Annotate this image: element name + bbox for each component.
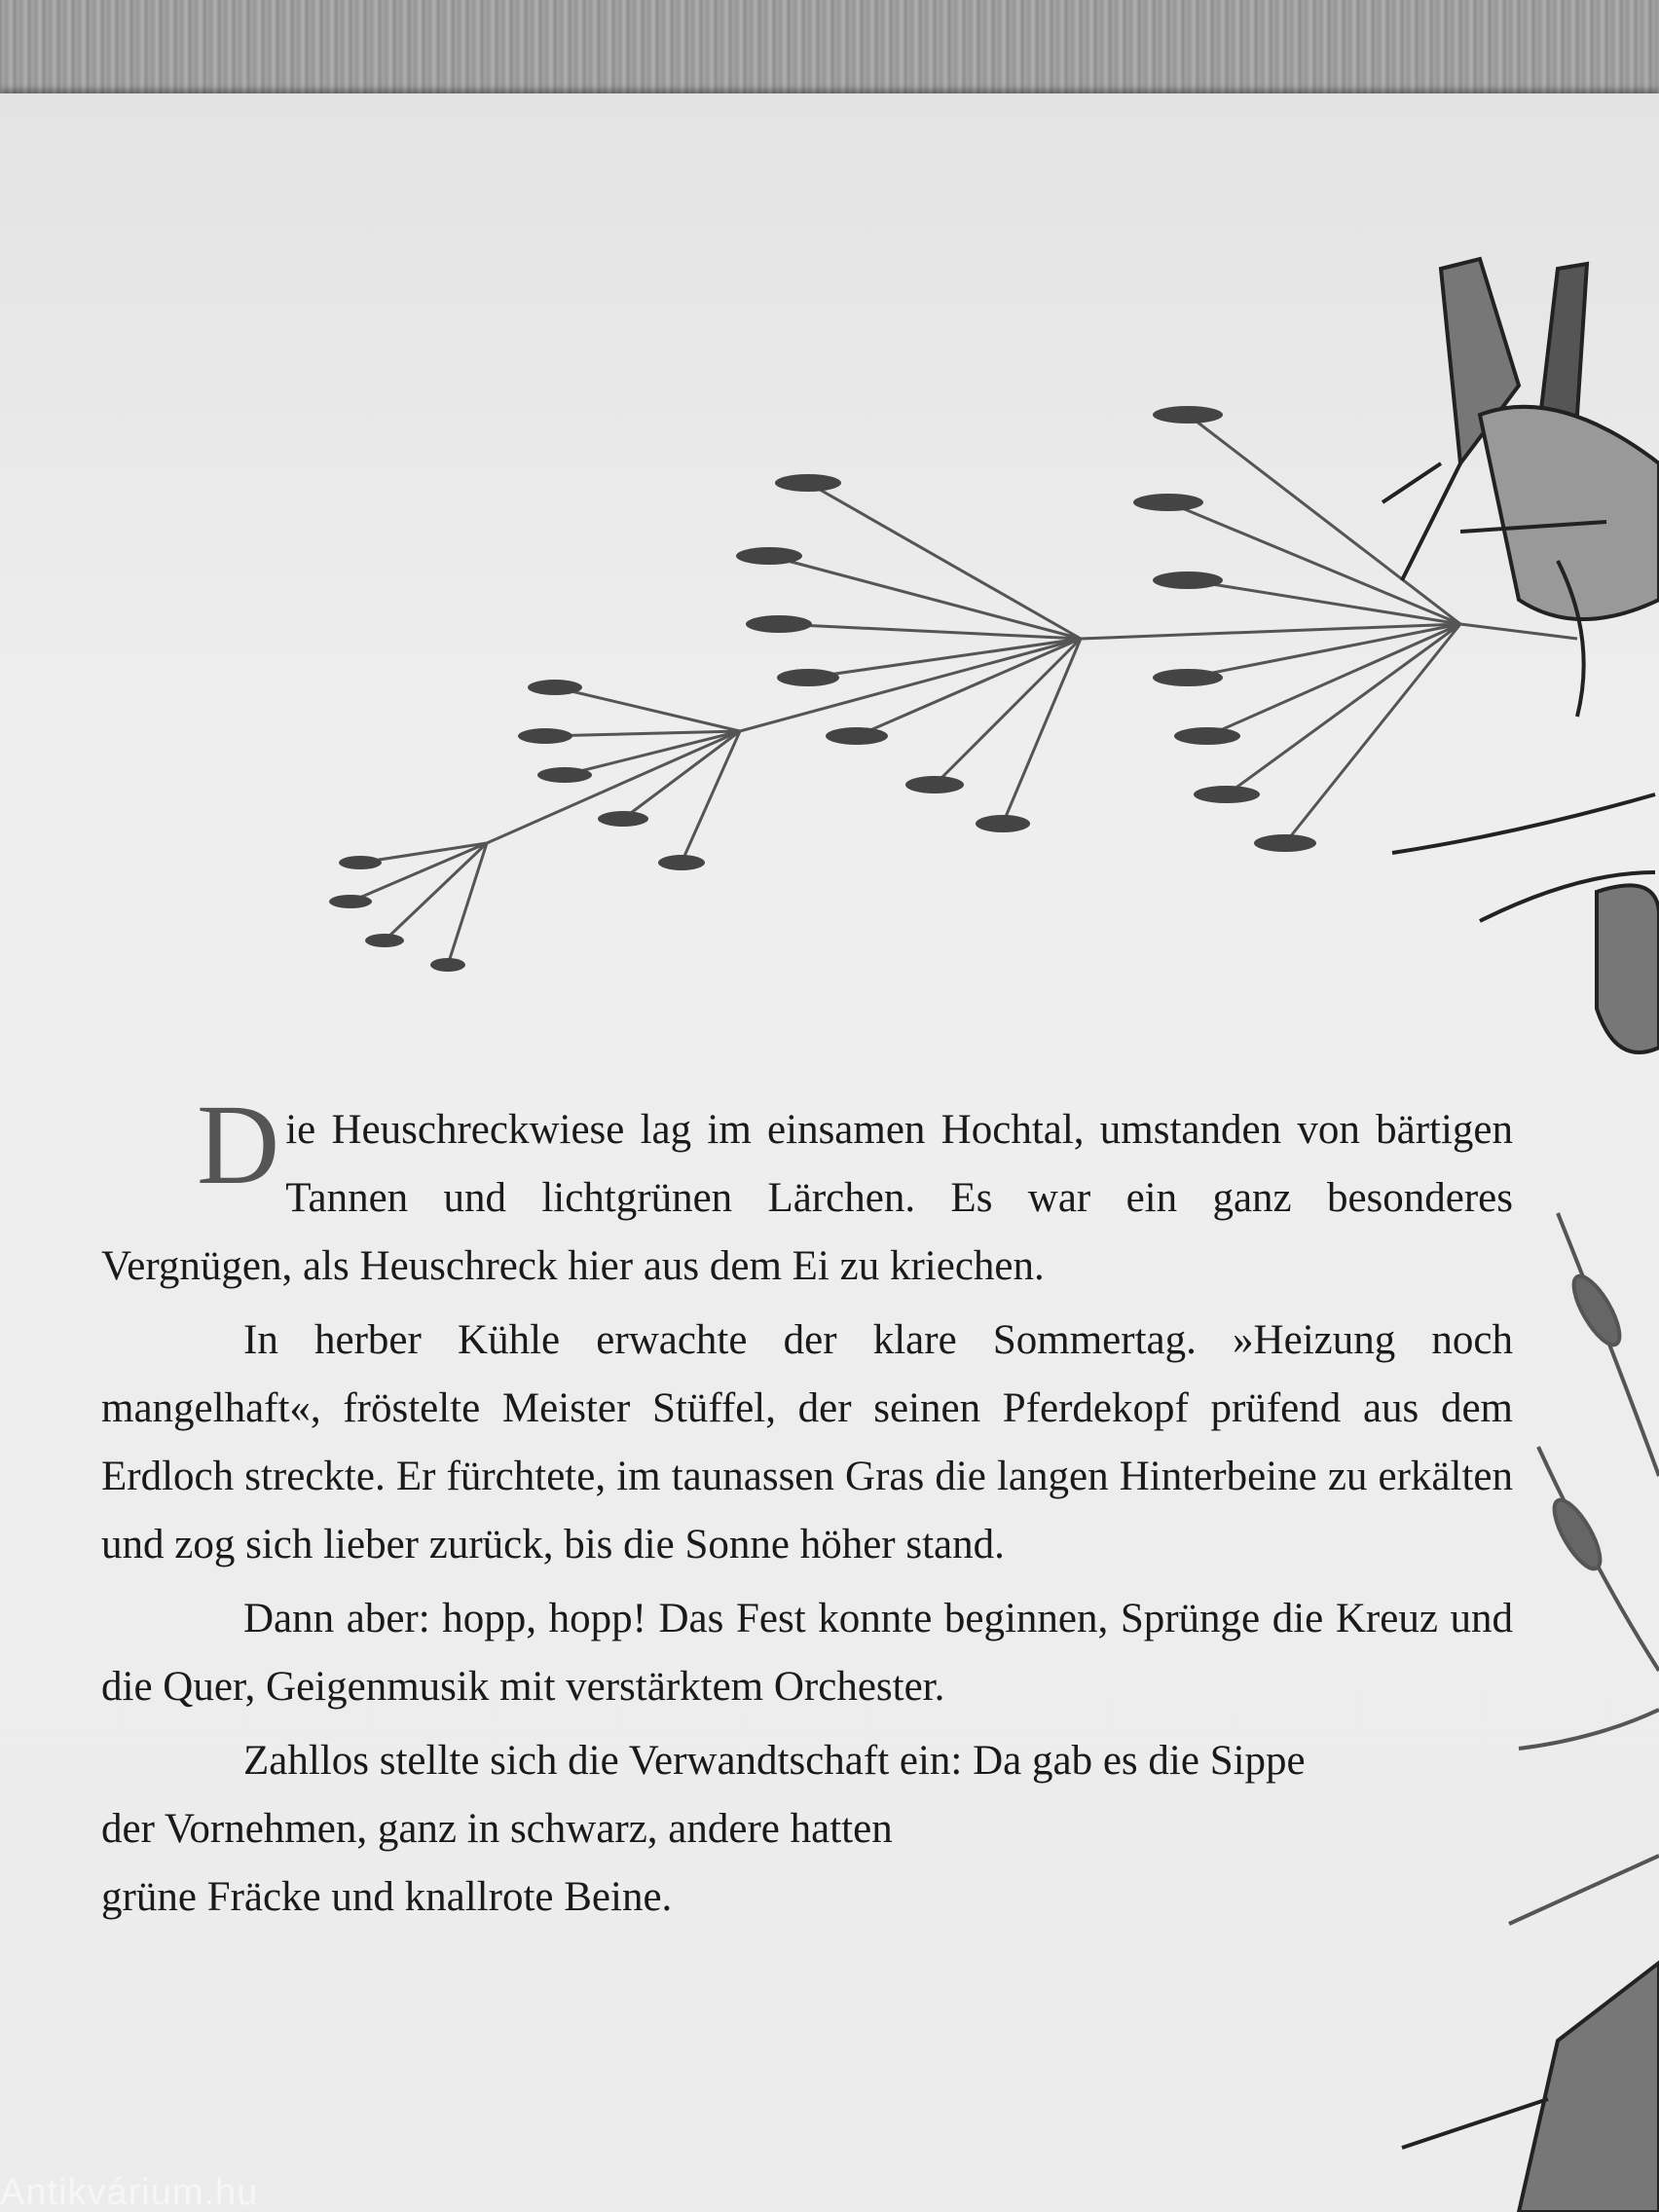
- watermark: Antikvárium.hu: [0, 2172, 259, 2212]
- story-text: [101, 1081, 1513, 1932]
- paragraph-3: Dann aber: hopp, hopp! Das Fest konnte beginnen, Sprünge die Kreuz und die Quer, Geigenmusik mit verstärktem Orchester.: [101, 1596, 1513, 1710]
- paragraph-1-text: ie Heuschreckwiese lag im einsamen Hochtal, umstanden von bärtigen Tannen und lichtgrünen Lärchen. Es war ein ganz besonderes Vergnügen, als Heuschreck hier aus dem Ei zu kriechen.: [101, 1107, 1513, 1289]
- paragraph-1: [101, 1081, 1513, 1301]
- paragraph-2: In herber Kühle erwachte der klare Sommertag. »Heizung noch mangelhaft«, fröstelte Meister Stüffel, der seinen Pferdekopf prüfend aus dem Erdloch streckte. Er fürchtete, im taunassen Gras die langen Hinterbeine zu erkälten und zog sich lieber zurück, bis die Sonne höher stand.: [101, 1317, 1513, 1567]
- book-page: [0, 93, 1659, 2212]
- wooden-table-background: [0, 0, 1659, 107]
- paragraph-4-line-3: grüne Fräcke und knallrote Beine.: [101, 1874, 673, 1920]
- paragraph-4-line-1: Zahllos stellte sich die Verwandtschaft ein: Da gab es die Sippe: [243, 1738, 1306, 1784]
- drop-cap-initial: D: [197, 1081, 280, 1208]
- paragraph-4-line-2: der Vornehmen, ganz in schwarz, andere hatten: [101, 1806, 893, 1852]
